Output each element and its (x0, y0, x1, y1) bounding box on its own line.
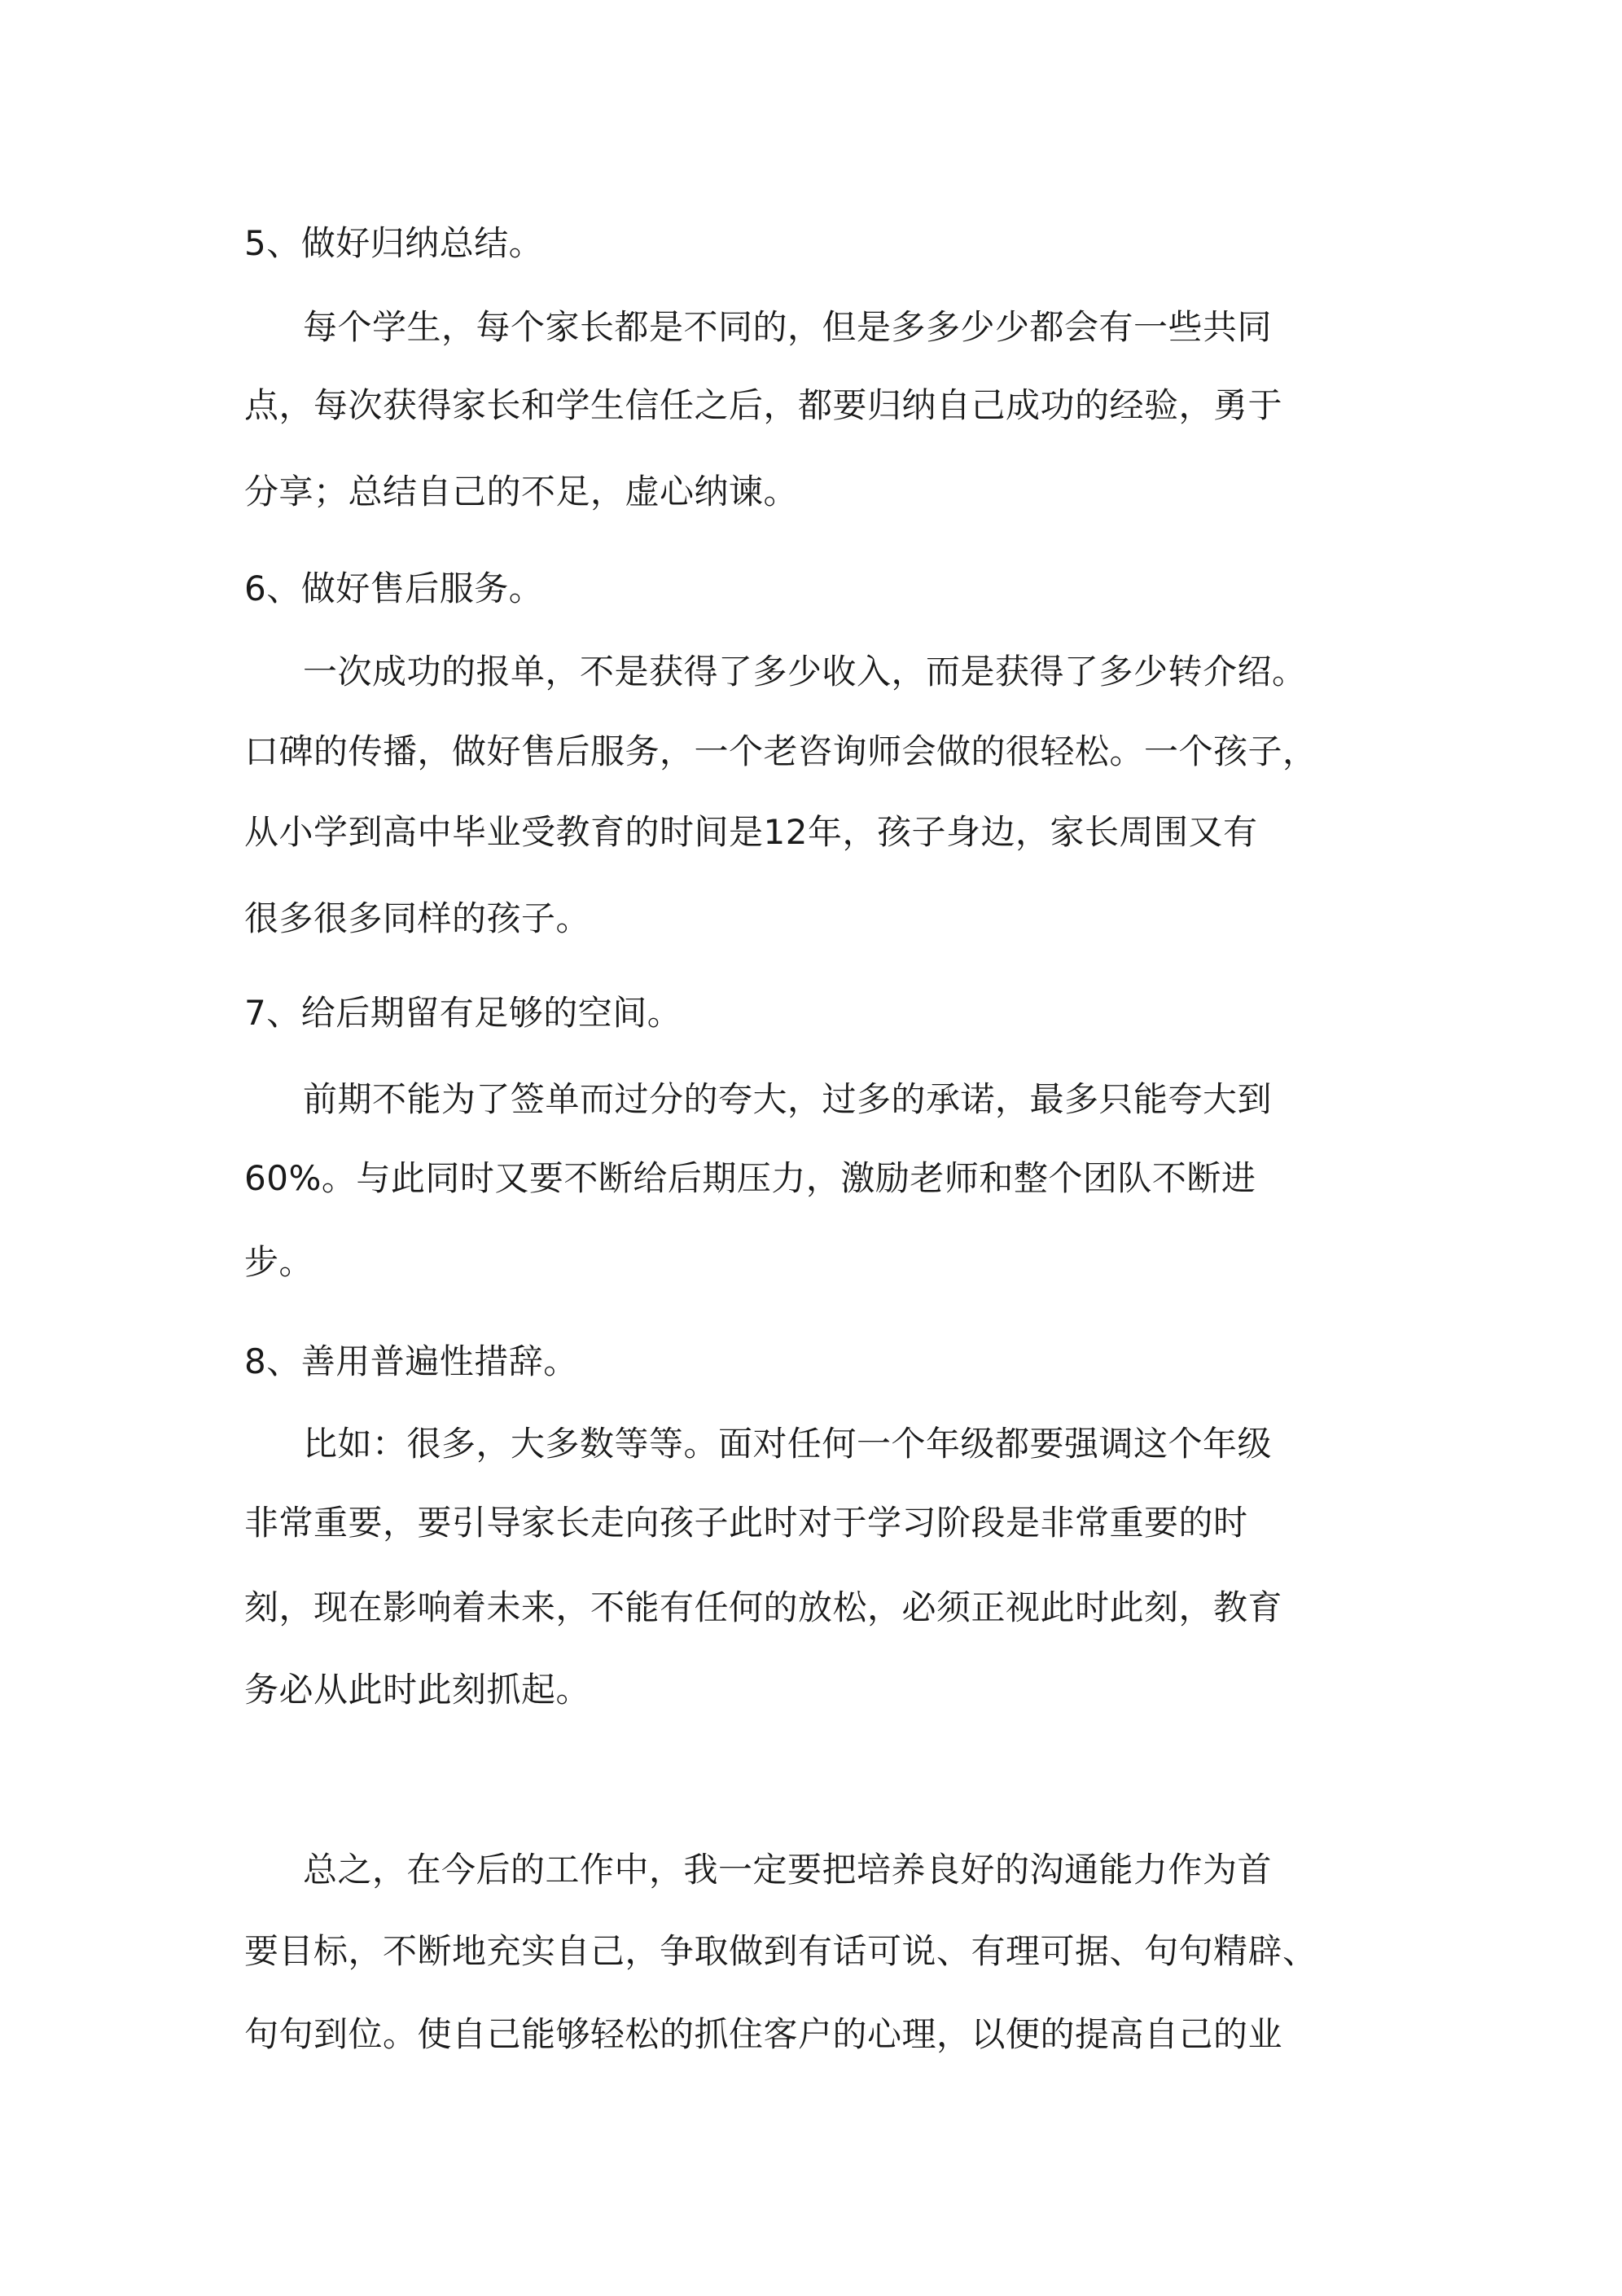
heading-8: 8、善用普遍性措辞。 (244, 1341, 578, 1381)
paragraph-7-line-1: 前期不能为了签单而过分的夸大，过多的承诺，最多只能夸大到 (303, 1079, 1273, 1119)
conclusion-line-3: 句句到位。使自己能够轻松的抓住客户的心理，以便的提高自己的业 (244, 2014, 1283, 2054)
heading-7: 7、给后期留有足够的空间。 (244, 993, 682, 1033)
conclusion-line-1: 总之，在今后的工作中，我一定要把培养良好的沟通能力作为首 (303, 1850, 1273, 1890)
paragraph-6-line-2: 口碑的传播，做好售后服务，一个老咨询师会做的很轻松。一个孩子， (244, 731, 1317, 771)
heading-5: 5、做好归纳总结。 (244, 223, 544, 263)
paragraph-6-line-3: 从小学到高中毕业受教育的时间是12年，孩子身边，家长周围又有 (244, 812, 1258, 852)
paragraph-7-line-2: 60%。与此同时又要不断给后期压力，激励老师和整个团队不断进 (244, 1158, 1256, 1198)
paragraph-8-line-2: 非常重要，要引导家长走向孩子此时对于学习阶段是非常重要的时 (244, 1503, 1248, 1543)
paragraph-5-line-3: 分享；总结自己的不足，虚心纳谏。 (244, 472, 799, 511)
paragraph-8-line-1: 比如：很多，大多数等等。面对任何一个年级都要强调这个年级 (303, 1424, 1273, 1464)
heading-6: 6、做好售后服务。 (244, 569, 544, 608)
paragraph-6-line-1: 一次成功的报单，不是获得了多少收入，而是获得了多少转介绍。 (303, 652, 1307, 691)
paragraph-6-line-4: 很多很多同样的孩子。 (244, 898, 591, 938)
paragraph-8-line-3: 刻，现在影响着未来，不能有任何的放松，必须正视此时此刻，教育 (244, 1587, 1283, 1627)
conclusion-line-2: 要目标，不断地充实自己，争取做到有话可说、有理可据、句句精辟、 (244, 1931, 1317, 1971)
paragraph-5-line-2: 点，每次获得家长和学生信任之后，都要归纳自己成功的经验，勇于 (244, 385, 1283, 425)
paragraph-7-line-3: 步。 (244, 1242, 314, 1282)
paragraph-8-line-4: 务必从此时此刻抓起。 (244, 1670, 591, 1710)
paragraph-5-line-1: 每个学生，每个家长都是不同的，但是多多少少都会有一些共同 (303, 307, 1273, 347)
